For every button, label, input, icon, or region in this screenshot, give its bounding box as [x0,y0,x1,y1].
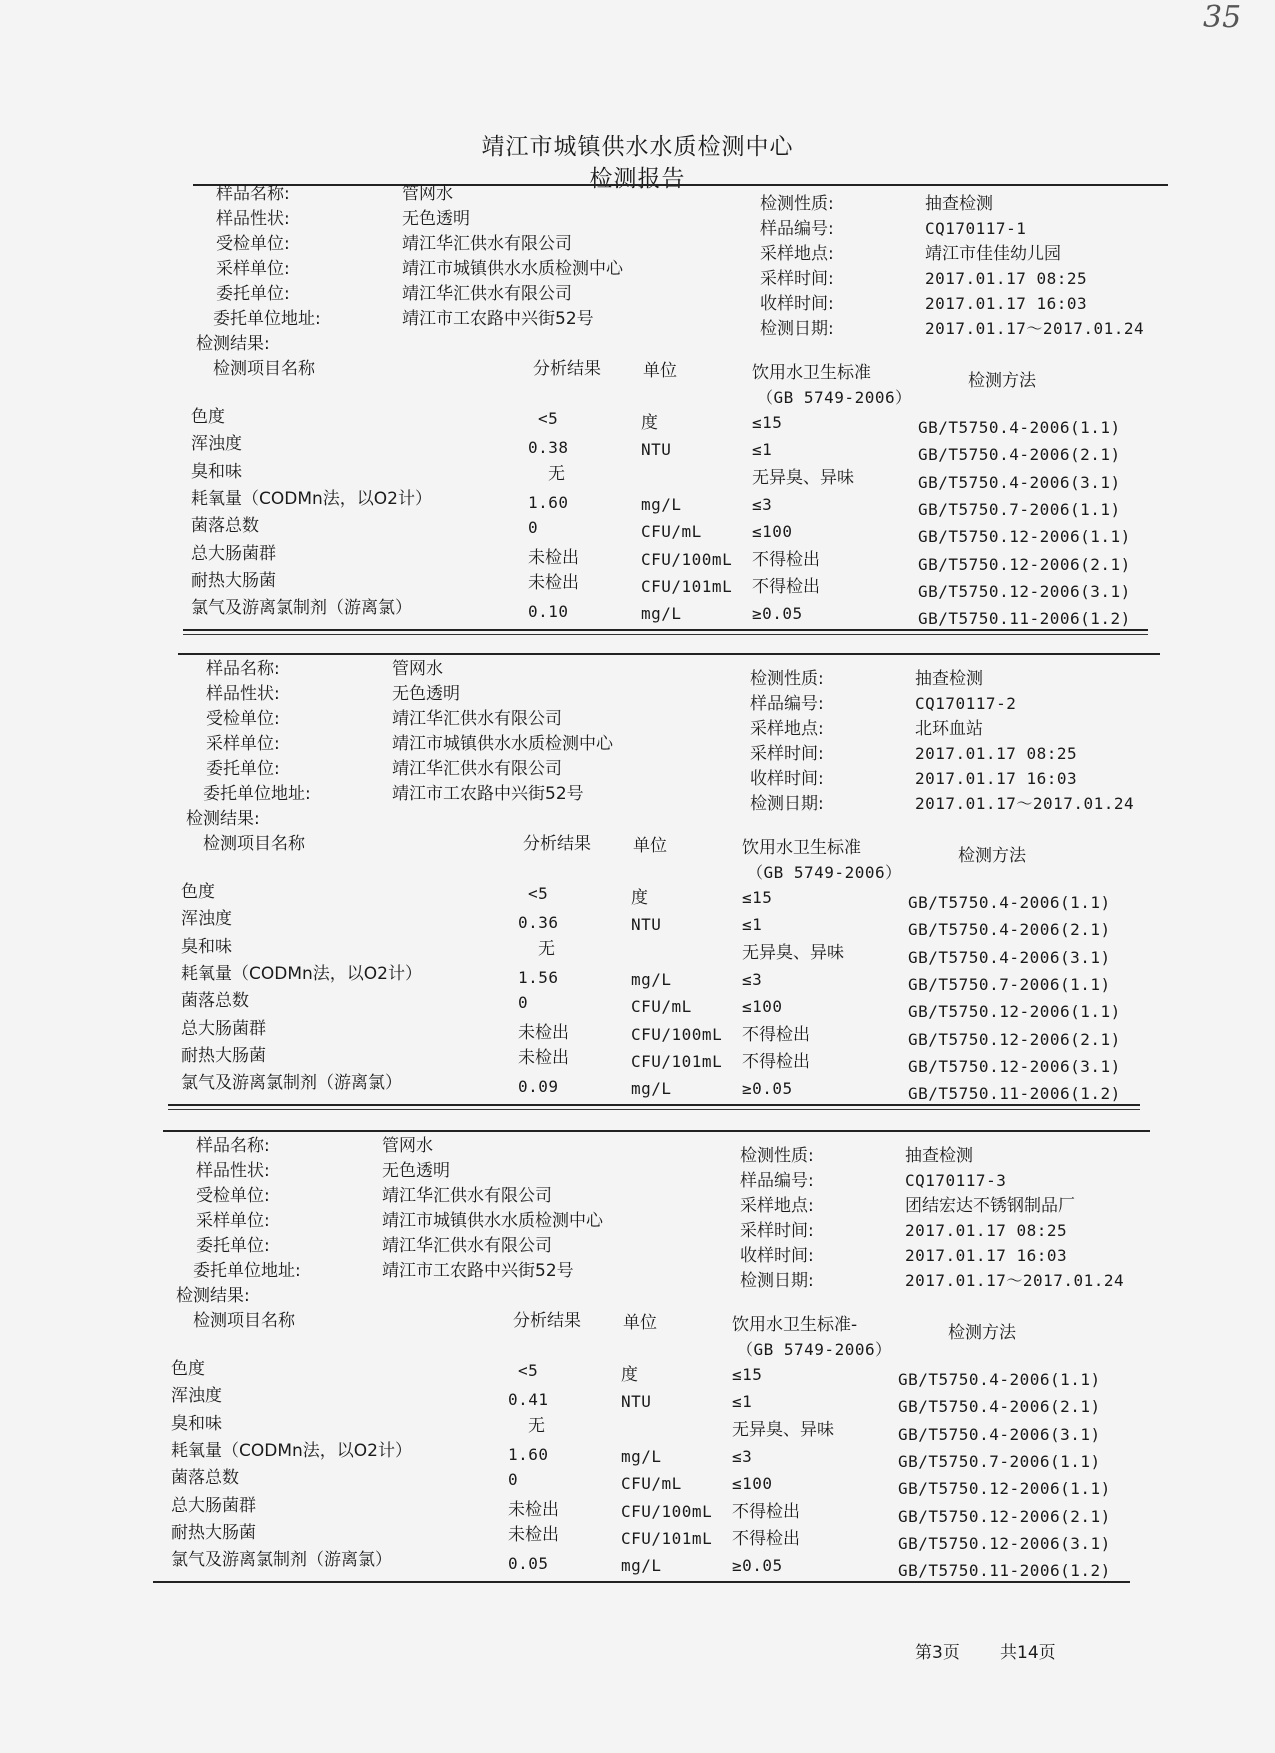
cell-method: GB/T5750.7-2006(1.1) [908,974,1111,994]
cell-result: 0.36 [518,913,559,933]
header-standard: 饮用水卫生标准 [752,363,871,383]
label-test-date: 检测日期: [760,319,834,339]
value-sampling-time: 2017.01.17 08:25 [915,744,1078,763]
header-standard-code: （GB 5749-2006） [757,388,912,407]
value-receive-time: 2017.01.17 16:03 [905,1246,1068,1265]
label-sampling-site: 采样地点: [760,244,834,264]
header-item: 检测项目名称 [213,359,315,379]
cell-standard: ≤3 [752,494,773,514]
cell-item: 耗氧量（CODMn法，以O2计） [191,488,432,509]
label-sampling-time: 采样时间: [760,269,834,289]
cell-item: 臭和味 [191,461,242,482]
cell-standard: ≤15 [752,413,783,432]
cell-standard: ≤15 [742,888,773,907]
cell-item: 耐热大肠菌 [191,570,276,591]
cell-result: 未检出 [528,572,579,593]
header-unit: 单位 [623,1313,657,1333]
value-inspected-unit: 靖江华汇供水有限公司 [382,1186,552,1206]
cell-standard: 不得检出 [752,576,820,597]
header-standard-code: （GB 5749-2006） [747,863,902,882]
value-client-address: 靖江市工农路中兴街52号 [402,309,594,329]
cell-item: 氯气及游离氯制剂（游离氯） [171,1550,392,1571]
cell-standard: 不得检出 [732,1501,800,1522]
cell-standard: 无异臭、异味 [742,942,844,963]
value-sampling-unit: 靖江市城镇供水水质检测中心 [382,1211,603,1231]
label-client-address: 委托单位地址: [213,309,321,329]
cell-item: 耗氧量（CODMn法，以O2计） [171,1440,412,1461]
value-client-address: 靖江市工农路中兴街52号 [392,784,584,804]
value-test-date: 2017.01.17～2017.01.24 [915,794,1135,813]
cell-method: GB/T5750.4-2006(3.1) [908,947,1111,967]
value-inspected-unit: 靖江华汇供水有限公司 [392,709,562,729]
label-sample-name: 样品名称: [206,659,280,679]
cell-item: 色度 [191,407,225,427]
value-sample-state: 无色透明 [402,209,470,229]
label-test-nature: 检测性质: [760,194,834,214]
cell-unit: NTU [631,915,662,935]
cell-item: 总大肠菌群 [191,543,276,564]
cell-item: 菌落总数 [181,991,249,1012]
label-sample-no: 样品编号: [760,219,834,239]
cell-result: 无 [528,1415,545,1436]
report-title: 靖江市城镇供水水质检测中心 [481,134,794,160]
cell-item: 浑浊度 [181,909,232,930]
cell-unit: mg/L [621,1446,662,1466]
cell-unit: NTU [641,440,672,460]
page-number: 第3页 [915,1643,960,1663]
label-test-nature: 检测性质: [740,1146,814,1166]
cell-method: GB/T5750.12-2006(3.1) [908,1056,1121,1076]
cell-unit: mg/L [641,604,682,624]
cell-standard: ≥0.05 [732,1556,783,1576]
cell-item: 臭和味 [171,1413,222,1434]
label-receive-time: 收样时间: [760,294,834,314]
cell-result: 0 [518,993,529,1013]
cell-method: GB/T5750.7-2006(1.1) [918,499,1121,519]
cell-standard: 无异臭、异味 [752,467,854,488]
label-test-date: 检测日期: [740,1271,814,1291]
section-bottom-rule-double [183,634,1148,635]
cell-unit: CFU/101mL [631,1051,723,1071]
cell-item: 菌落总数 [191,516,259,537]
page-total: 共14页 [1000,1643,1056,1663]
label-sampling-site: 采样地点: [740,1196,814,1216]
cell-method: GB/T5750.12-2006(1.1) [908,1002,1121,1022]
cell-method: GB/T5750.4-2006(3.1) [918,472,1121,492]
cell-method: GB/T5750.11-2006(1.2) [908,1084,1121,1104]
cell-standard: ≤100 [752,522,793,542]
label-sampling-time: 采样时间: [750,744,824,764]
cell-unit: 度 [641,413,658,433]
value-sample-state: 无色透明 [392,684,460,704]
cell-unit: CFU/mL [621,1474,682,1494]
cell-item: 色度 [171,1359,205,1379]
value-test-nature: 抽查检测 [915,669,983,689]
cell-result: 0.10 [528,602,569,622]
header-result: 分析结果 [523,834,591,854]
cell-unit: mg/L [631,969,672,989]
cell-method: GB/T5750.11-2006(1.2) [898,1561,1111,1581]
cell-item: 耐热大肠菌 [181,1045,266,1066]
cell-standard: 不得检出 [742,1051,810,1072]
cell-result: 1.56 [518,967,559,987]
cell-method: GB/T5750.4-2006(1.1) [898,1370,1101,1389]
value-client-address: 靖江市工农路中兴街52号 [382,1261,574,1281]
cell-result: 0.38 [528,438,569,458]
label-sampling-unit: 采样单位: [216,259,290,279]
header-result: 分析结果 [533,359,601,379]
cell-result: 未检出 [528,547,579,568]
cell-item: 耗氧量（CODMn法，以O2计） [181,963,422,984]
cell-result: 未检出 [518,1047,569,1068]
cell-unit: NTU [621,1392,652,1412]
cell-standard: ≤100 [732,1474,773,1494]
cell-standard: ≤100 [742,997,783,1017]
cell-unit: CFU/mL [641,522,702,542]
label-client-unit: 委托单位: [196,1236,270,1256]
cell-method: GB/T5750.7-2006(1.1) [898,1451,1101,1471]
label-test-date: 检测日期: [750,794,824,814]
cell-method: GB/T5750.4-2006(2.1) [898,1397,1101,1417]
value-sampling-site: 靖江市佳佳幼儿园 [925,244,1061,264]
label-inspected-unit: 受检单位: [206,709,280,729]
cell-method: GB/T5750.4-2006(1.1) [918,418,1121,437]
cell-result: 0.05 [508,1554,549,1574]
label-inspected-unit: 受检单位: [196,1186,270,1206]
cell-unit: CFU/100mL [641,549,733,569]
cell-method: GB/T5750.12-2006(3.1) [898,1533,1111,1553]
handwritten-page-mark: 35 [1203,0,1242,35]
cell-result: 无 [538,938,555,959]
label-sampling-unit: 采样单位: [196,1211,270,1231]
header-standard: 饮用水卫生标准 [742,838,861,858]
value-sampling-time: 2017.01.17 08:25 [925,269,1088,288]
label-sampling-site: 采样地点: [750,719,824,739]
cell-unit: 度 [631,888,648,908]
cell-item: 氯气及游离氯制剂（游离氯） [191,598,412,619]
value-test-date: 2017.01.17～2017.01.24 [925,319,1145,338]
cell-standard: ≤3 [742,969,763,989]
header-standard: 饮用水卫生标准- [732,1315,858,1335]
value-test-date: 2017.01.17～2017.01.24 [905,1271,1125,1290]
cell-unit: CFU/100mL [621,1501,713,1521]
cell-standard: ≤1 [752,440,773,460]
cell-item: 耐热大肠菌 [171,1522,256,1543]
cell-result: <5 [538,409,559,428]
cell-unit: CFU/101mL [641,576,733,596]
value-client-unit: 靖江华汇供水有限公司 [402,284,572,304]
label-receive-time: 收样时间: [740,1246,814,1266]
cell-method: GB/T5750.12-2006(2.1) [918,554,1131,574]
cell-standard: 无异臭、异味 [732,1419,834,1440]
cell-unit: CFU/101mL [621,1528,713,1548]
value-sampling-unit: 靖江市城镇供水水质检测中心 [392,734,613,754]
cell-result: 1.60 [528,492,569,512]
label-client-address: 委托单位地址: [203,784,311,804]
cell-method: GB/T5750.12-2006(3.1) [918,581,1131,601]
section-top-rule [163,1130,1150,1132]
header-method: 检测方法 [948,1323,1016,1343]
value-sample-name: 管网水 [382,1136,433,1156]
label-receive-time: 收样时间: [750,769,824,789]
label-sample-name: 样品名称: [216,184,290,204]
value-sampling-time: 2017.01.17 08:25 [905,1221,1068,1240]
cell-unit: mg/L [631,1079,672,1099]
value-sample-no: CQ170117-3 [905,1171,1007,1190]
cell-standard: ≥0.05 [752,604,803,624]
cell-method: GB/T5750.12-2006(2.1) [908,1029,1121,1049]
cell-item: 菌落总数 [171,1468,239,1489]
cell-unit: mg/L [641,494,682,514]
cell-method: GB/T5750.12-2006(1.1) [898,1479,1111,1499]
cell-method: GB/T5750.4-2006(2.1) [908,920,1111,940]
cell-standard: 不得检出 [742,1024,810,1045]
cell-result: <5 [528,884,549,903]
section-bottom-rule-double [168,1109,1140,1110]
cell-item: 浑浊度 [171,1386,222,1407]
label-inspected-unit: 受检单位: [216,234,290,254]
value-sample-no: CQ170117-1 [925,219,1027,238]
header-method: 检测方法 [958,846,1026,866]
cell-method: GB/T5750.4-2006(2.1) [918,445,1121,465]
value-sampling-unit: 靖江市城镇供水水质检测中心 [402,259,623,279]
cell-standard: ≤1 [732,1392,753,1412]
cell-standard: ≤3 [732,1446,753,1466]
label-client-address: 委托单位地址: [193,1261,301,1281]
cell-item: 总大肠菌群 [181,1018,266,1039]
cell-item: 浑浊度 [191,434,242,455]
cell-unit: CFU/100mL [631,1024,723,1044]
label-sample-no: 样品编号: [740,1171,814,1191]
cell-result: 0 [508,1470,519,1490]
value-sampling-site: 团结宏达不锈钢制品厂 [905,1196,1075,1216]
value-client-unit: 靖江华汇供水有限公司 [392,759,562,779]
value-test-nature: 抽查检测 [905,1146,973,1166]
cell-result: 0 [528,518,539,538]
value-sample-name: 管网水 [392,659,443,679]
cell-standard: ≥0.05 [742,1079,793,1099]
cell-result: 0.41 [508,1390,549,1410]
cell-result: 未检出 [518,1022,569,1043]
cell-unit: 度 [621,1365,638,1385]
value-inspected-unit: 靖江华汇供水有限公司 [402,234,572,254]
label-test-nature: 检测性质: [750,669,824,689]
label-sample-no: 样品编号: [750,694,824,714]
header-unit: 单位 [643,361,677,381]
label-sample-name: 样品名称: [196,1136,270,1156]
cell-result: 无 [548,463,565,484]
label-sampling-unit: 采样单位: [206,734,280,754]
cell-unit: mg/L [621,1556,662,1576]
header-method: 检测方法 [968,371,1036,391]
cell-result: <5 [518,1361,539,1380]
section-bottom-rule [168,1104,1140,1106]
cell-item: 色度 [181,882,215,902]
header-item: 检测项目名称 [203,834,305,854]
header-standard-code: （GB 5749-2006） [737,1340,892,1359]
cell-method: GB/T5750.12-2006(2.1) [898,1506,1111,1526]
cell-result: 未检出 [508,1524,559,1545]
cell-item: 总大肠菌群 [171,1495,256,1516]
label-client-unit: 委托单位: [206,759,280,779]
section-bottom-rule [153,1581,1130,1583]
cell-standard: 不得检出 [752,549,820,570]
header-result: 分析结果 [513,1311,581,1331]
label-sample-state: 样品性状: [216,209,290,229]
results-label: 检测结果: [186,809,260,829]
report-subtitle: 检测报告 [589,166,686,192]
cell-method: GB/T5750.4-2006(1.1) [908,893,1111,912]
cell-item: 氯气及游离氯制剂（游离氯） [181,1073,402,1094]
section-bottom-rule [183,629,1148,631]
value-test-nature: 抽查检测 [925,194,993,214]
cell-unit: CFU/mL [631,997,692,1017]
results-label: 检测结果: [196,334,270,354]
value-sample-no: CQ170117-2 [915,694,1017,713]
header-unit: 单位 [633,836,667,856]
header-item: 检测项目名称 [193,1311,295,1331]
section-top-rule [193,184,1168,186]
results-label: 检测结果: [176,1286,250,1306]
value-receive-time: 2017.01.17 16:03 [925,294,1088,313]
cell-method: GB/T5750.12-2006(1.1) [918,527,1131,547]
cell-standard: ≤1 [742,915,763,935]
cell-result: 未检出 [508,1499,559,1520]
value-sampling-site: 北环血站 [915,719,983,739]
cell-item: 臭和味 [181,936,232,957]
cell-standard: 不得检出 [732,1528,800,1549]
value-client-unit: 靖江华汇供水有限公司 [382,1236,552,1256]
label-sampling-time: 采样时间: [740,1221,814,1241]
cell-method: GB/T5750.4-2006(3.1) [898,1424,1101,1444]
label-client-unit: 委托单位: [216,284,290,304]
cell-standard: ≤15 [732,1365,763,1384]
label-sample-state: 样品性状: [196,1161,270,1181]
cell-result: 0.09 [518,1077,559,1097]
value-sample-name: 管网水 [402,184,453,204]
label-sample-state: 样品性状: [206,684,280,704]
cell-result: 1.60 [508,1444,549,1464]
value-sample-state: 无色透明 [382,1161,450,1181]
section-top-rule [178,653,1160,655]
cell-method: GB/T5750.11-2006(1.2) [918,609,1131,629]
value-receive-time: 2017.01.17 16:03 [915,769,1078,788]
